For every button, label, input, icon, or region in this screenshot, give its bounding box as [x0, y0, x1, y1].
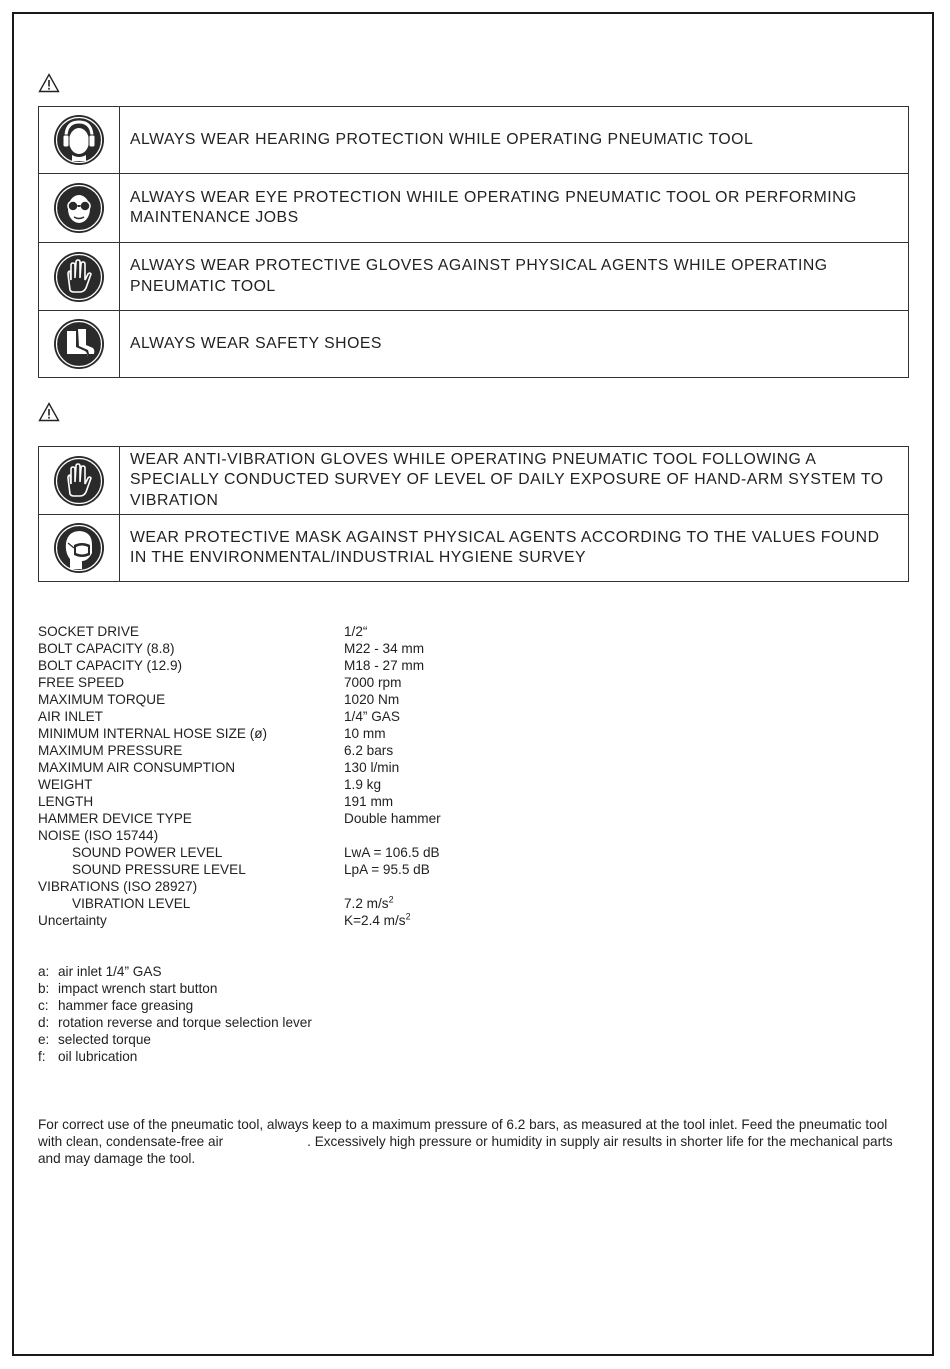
ppe-text: ALWAYS WEAR EYE PROTECTION WHILE OPERATING PNEUMATIC TOOL OR PERFORMING MAINTENANCE JOBS: [120, 174, 909, 243]
spec-value: [344, 810, 441, 827]
icon-cell: [39, 515, 120, 582]
warning-triangle-icon: [38, 73, 60, 93]
ppe-row: [39, 447, 909, 515]
icon-cell: [39, 311, 120, 378]
spec-value: [344, 759, 399, 776]
spec-label: MAXIMUM PRESSURE: [38, 743, 183, 758]
spec-label: BOLT CAPACITY (8.8): [38, 641, 175, 656]
usage-note: [38, 1116, 898, 1167]
spec-value: [344, 742, 393, 759]
spec-value: [344, 793, 393, 810]
part-text: hammer face greasing: [58, 998, 194, 1013]
spec-label: SOUND POWER LEVEL: [72, 845, 223, 860]
protective-gloves-icon: [52, 250, 106, 304]
part-row: [38, 1014, 312, 1031]
spec-value: [344, 912, 411, 929]
spec-value-text: 1020 Nm: [344, 692, 400, 707]
ear-protection-icon: [52, 113, 106, 167]
ppe-text: ALWAYS WEAR HEARING PROTECTION WHILE OPERATING PNEUMATIC TOOL: [120, 107, 909, 174]
spec-label: MAXIMUM AIR CONSUMPTION: [38, 760, 236, 775]
ppe-text: WEAR ANTI-VIBRATION GLOVES WHILE OPERATING PNEUMATIC TOOL FOLLOWING A SPECIALLY CONDUCTED SURVEY OF LEVEL OF DAILY EXPOSURE OF HAND-ARM SYSTEM TO VIBRATION: [120, 447, 909, 515]
spec-value-text: LwA = 106.5 dB: [344, 845, 440, 860]
spec-label: MINIMUM INTERNAL HOSE SIZE (ø): [38, 726, 268, 741]
ppe-text: ALWAYS WEAR PROTECTIVE GLOVES AGAINST PHYSICAL AGENTS WHILE OPERATING PNEUMATIC TOOL: [120, 243, 909, 311]
spec-row: [38, 742, 638, 759]
safety-shoes-icon: [52, 317, 106, 371]
spec-value-superscript: 2: [388, 894, 394, 905]
spec-label: SOUND PRESSURE LEVEL: [72, 862, 246, 877]
icon-cell: [39, 174, 120, 243]
icon-cell: [39, 447, 120, 515]
spec-value: [344, 725, 386, 742]
spec-row: [38, 708, 638, 725]
spec-label: MAXIMUM TORQUE: [38, 692, 166, 707]
spec-value: [344, 640, 424, 657]
spec-row: [38, 793, 638, 810]
spec-value: [344, 657, 424, 674]
part-letter: d:: [38, 1015, 50, 1030]
spec-value-text: 1/2“: [344, 624, 368, 639]
ppe-row: [39, 243, 909, 311]
protective-mask-icon: [52, 521, 106, 575]
spec-label: AIR INLET: [38, 709, 103, 724]
spec-label: BOLT CAPACITY (12.9): [38, 658, 183, 673]
spec-row: [38, 844, 638, 861]
spec-value-superscript: 2: [405, 911, 411, 922]
part-row: [38, 1031, 312, 1048]
usage-note-part2: . Excessively high pressure or humidity in supply air results in shorter life for the mechanical parts and may damage the tool.: [38, 1134, 893, 1166]
part-letter: a:: [38, 964, 50, 979]
icon-cell: [39, 243, 120, 311]
ppe-row: [39, 107, 909, 174]
spec-row: [38, 810, 638, 827]
part-text: selected torque: [58, 1032, 151, 1047]
spec-label: VIBRATIONS (ISO 28927): [38, 879, 198, 894]
spec-row: [38, 912, 638, 929]
spec-row: [38, 895, 638, 912]
spec-value: [344, 708, 400, 725]
spec-row: [38, 657, 638, 674]
spec-row: [38, 861, 638, 878]
spec-value: [344, 674, 401, 691]
part-text: rotation reverse and torque selection lever: [58, 1015, 312, 1030]
parts-list: [38, 963, 312, 1065]
icon-cell: [39, 107, 120, 174]
spec-label: SOCKET DRIVE: [38, 624, 139, 639]
spec-row: [38, 725, 638, 742]
eye-protection-icon: [52, 181, 106, 235]
spec-label: VIBRATION LEVEL: [72, 896, 191, 911]
spec-value-text: 7000 rpm: [344, 675, 402, 690]
spec-row: [38, 674, 638, 691]
spec-value-text: 10 mm: [344, 726, 386, 741]
spec-value-text: 191 mm: [344, 794, 394, 809]
spec-row: [38, 691, 638, 708]
spec-value: [344, 691, 399, 708]
spec-label: LENGTH: [38, 794, 94, 809]
spec-value-text: 1/4” GAS: [344, 709, 400, 724]
spec-label: WEIGHT: [38, 777, 93, 792]
spec-value-text: 6.2 bars: [344, 743, 394, 758]
spec-label: HAMMER DEVICE TYPE: [38, 811, 192, 826]
anti-vibration-gloves-icon: [52, 454, 106, 508]
ppe-row: [39, 515, 909, 582]
part-letter: b:: [38, 981, 50, 996]
spec-row: [38, 827, 638, 844]
spec-row: [38, 759, 638, 776]
ppe-text: WEAR PROTECTIVE MASK AGAINST PHYSICAL AGENTS ACCORDING TO THE VALUES FOUND IN THE ENVIRONMENTAL/INDUSTRIAL HYGIENE SURVEY: [120, 515, 909, 582]
spec-value-text: M22 - 34 mm: [344, 641, 425, 656]
spec-value-text: 7.2 m/s: [344, 896, 389, 911]
part-text: oil lubrication: [58, 1049, 138, 1064]
spec-value-text: M18 - 27 mm: [344, 658, 425, 673]
spec-row: [38, 640, 638, 657]
spec-value: [344, 844, 440, 861]
part-letter: e:: [38, 1032, 50, 1047]
warning-triangle-icon: [38, 402, 60, 422]
technical-specs: [38, 623, 638, 929]
spec-value-text: 1.9 kg: [344, 777, 382, 792]
part-letter: f:: [38, 1049, 46, 1064]
ppe-text: ALWAYS WEAR SAFETY SHOES: [120, 311, 909, 378]
part-letter: c:: [38, 998, 49, 1013]
part-row: [38, 1048, 312, 1065]
usage-note-part1: For correct use of the pneumatic tool, always keep to a maximum pressure of 6.2 bars, as measured at the tool inlet. Feed the pneumatic tool with clean, condensate-free air: [38, 1117, 888, 1149]
spec-value-text: 130 l/min: [344, 760, 400, 775]
part-row: [38, 997, 312, 1014]
spec-value-text: Double hammer: [344, 811, 441, 826]
spec-row: [38, 623, 638, 640]
ppe-row: [39, 174, 909, 243]
ppe-table-1: [38, 106, 909, 378]
spec-label: FREE SPEED: [38, 675, 125, 690]
ppe-table-2: [38, 446, 909, 582]
spec-value: [344, 895, 394, 912]
ppe-row: [39, 311, 909, 378]
part-text: impact wrench start button: [58, 981, 218, 996]
part-row: [38, 963, 312, 980]
spec-value: [344, 861, 430, 878]
spec-row: [38, 776, 638, 793]
part-text: air inlet 1/4” GAS: [58, 964, 162, 979]
spec-value: [344, 776, 381, 793]
spec-label: Uncertainty: [38, 913, 107, 928]
spec-row: [38, 878, 638, 895]
part-row: [38, 980, 312, 997]
spec-value: [344, 623, 367, 640]
spec-label: NOISE (ISO 15744): [38, 828, 159, 843]
spec-value-text: LpA = 95.5 dB: [344, 862, 430, 877]
spec-value-text: K=2.4 m/s: [344, 913, 406, 928]
